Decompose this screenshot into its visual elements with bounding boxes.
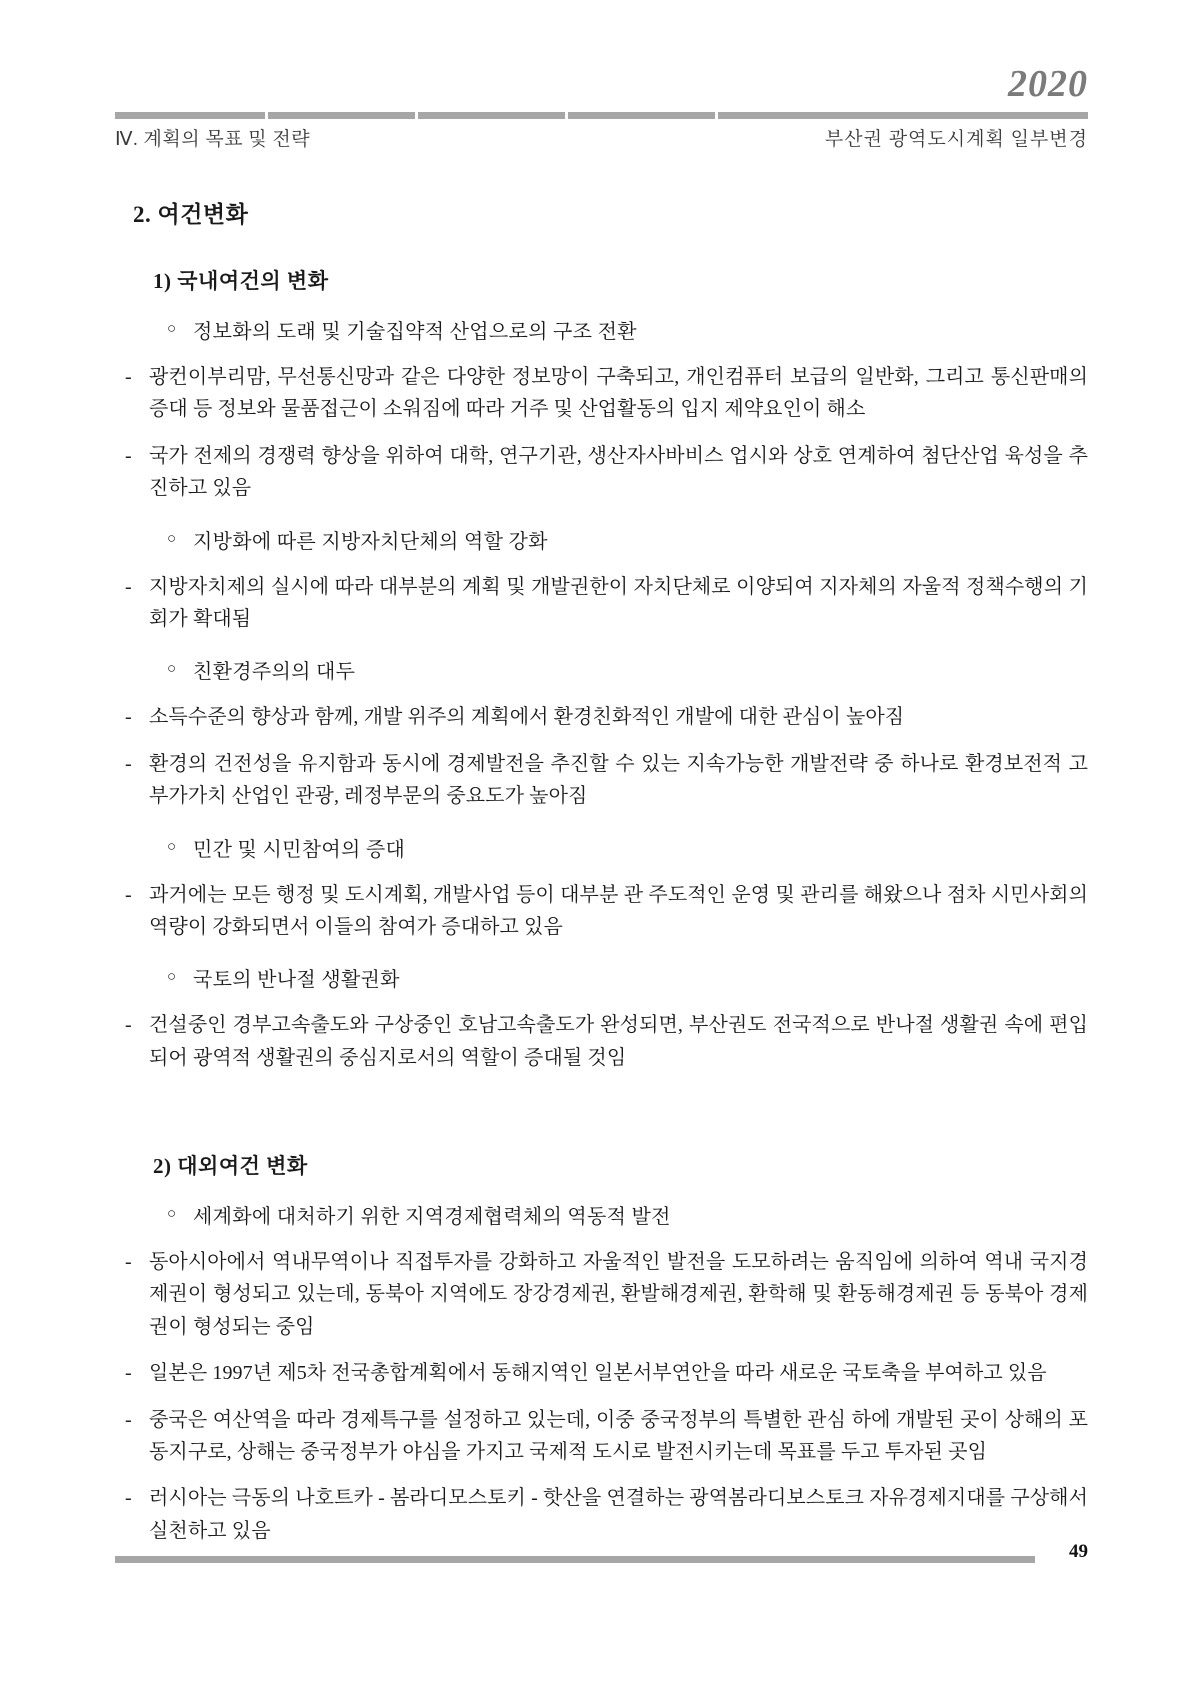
list-item xyxy=(125,1246,1088,1343)
list-item-label: 소득수준의 향상과 함께, 개발 위주의 계획에서 환경친화적인 개발에 대한 관심이 높아짐 xyxy=(149,706,905,729)
list-item xyxy=(167,527,1088,557)
dash-bullet-icon: - xyxy=(125,444,132,467)
list-item xyxy=(167,317,1088,347)
document-title: 부산권 광역도시계획 일부변경 xyxy=(824,128,1088,150)
page-number: 49 xyxy=(1069,1541,1088,1562)
dash-bullet-icon: - xyxy=(125,706,132,729)
circle-bullet-icon: ○ xyxy=(167,530,177,547)
list-item-label: 국가 전제의 경쟁력 향상을 위하여 대학, 연구기관, 생산자사바비스 업시와 상호 연계하여 첨단산업 육성을 추진하고 있음 xyxy=(149,444,1088,500)
footer-divider xyxy=(115,1556,1035,1563)
section-heading: 2. 여건변화 xyxy=(133,202,249,227)
list-item-label: 지방화에 따른 지방자치단체의 역할 강화 xyxy=(193,530,548,553)
list-item-label: 환경의 건전성을 유지함과 동시에 경제발전을 추진할 수 있는 지속가능한 개발전략 중 하나로 환경보전적 고부가가치 산업인 관광, 레정부문의 중요도가 높아짐 xyxy=(149,752,1088,808)
list-item xyxy=(125,1357,1088,1389)
list-item-label: 동아시아에서 역내무역이나 직접투자를 강화하고 자울적인 발전을 도모하려는 움직임에 의하여 역내 국지경제권이 형성되고 있는데, 동북아 지역에도 장강경제권, 환발해경제권, 환학해 및 환동해경제권 등 동북아 경제권이 형성되는 중임 xyxy=(149,1251,1088,1338)
list-item-label: 세계화에 대처하기 위한 지역경제협력체의 역동적 발전 xyxy=(193,1206,671,1229)
dash-bullet-icon: - xyxy=(125,575,132,598)
dash-bullet-icon: - xyxy=(125,1251,132,1274)
list-item-label: 과거에는 모든 행정 및 도시계획, 개발사업 등이 대부분 관 주도적인 운영 및 관리를 해왔으나 점차 시민사회의 역량이 강화되면서 이들의 참여가 증대하고 있음 xyxy=(149,883,1088,938)
list-item xyxy=(167,835,1088,865)
subsection-heading-2: 2) 대외여건 변화 xyxy=(153,1154,308,1179)
circle-bullet-icon: ○ xyxy=(167,969,177,986)
list-item xyxy=(125,1009,1088,1074)
list-item-label: 건설중인 경부고속출도와 구상중인 호남고속출도가 완성되면, 부산권도 전국적으로 반나절 생활권 속에 편입되어 광역적 생활권의 중심지로서의 역할이 증대될 것임 xyxy=(149,1014,1088,1069)
list-item xyxy=(125,361,1088,426)
list-item xyxy=(125,1482,1088,1547)
list-item-label: 민간 및 시민참여의 증대 xyxy=(193,838,406,861)
list-item xyxy=(167,1202,1088,1232)
year-watermark: 2020 xyxy=(1008,63,1088,105)
dash-bullet-icon: - xyxy=(125,1487,132,1510)
list-item-label: 지방자치제의 실시에 따라 대부분의 계획 및 개발권한이 자치단체로 이양되여 지자체의 자울적 정책수행의 기회가 확대됨 xyxy=(149,575,1088,630)
list-item xyxy=(125,748,1088,813)
chapter-title: Ⅳ. 계획의 목표 및 전략 xyxy=(115,128,311,150)
list-item xyxy=(125,879,1088,944)
dash-bullet-icon: - xyxy=(125,1362,132,1385)
list-item-label: 국토의 반나절 생활권화 xyxy=(193,969,400,992)
list-item xyxy=(167,657,1088,687)
list-item-label: 러시아는 극동의 나호트카 - 봄라디모스토키 - 핫산을 연결하는 광역봄라디보스토크 자유경제지대를 구상해서 실천하고 있음 xyxy=(149,1487,1088,1542)
dash-bullet-icon: - xyxy=(125,1014,132,1037)
list-item-label: 광컨이부리맘, 무선통신망과 같은 다양한 정보망이 구축되고, 개인컴퓨터 보급의 일반화, 그리고 통신판매의 증대 등 정보와 물품접근이 소워짐에 따라 거주 및 산업활동의 입지 제약요인이 해소 xyxy=(149,366,1088,421)
dash-bullet-icon: - xyxy=(125,883,132,906)
list-item-label: 일본은 1997년 제5차 전국총합계획에서 동해지역인 일본서부연안을 따라 새로운 국토축을 부여하고 있음 xyxy=(149,1362,1047,1385)
list-item-label: 중국은 여산역을 따라 경제특구를 설정하고 있는데, 이중 중국정부의 특별한 관심 하에 개발된 곳이 상해의 포동지구로, 상해는 중국정부가 야심을 가지고 국제적 도시로 발전시키는데 목표를 두고 투자된 곳임 xyxy=(149,1408,1088,1464)
dash-bullet-icon: - xyxy=(125,1408,132,1431)
list-item-label: 정보화의 도래 및 기술집약적 산업으로의 구조 전환 xyxy=(193,321,637,343)
running-header xyxy=(115,122,1088,152)
section-spacer xyxy=(115,1074,1088,1114)
list-item xyxy=(125,1404,1088,1469)
circle-bullet-icon: ○ xyxy=(167,838,177,855)
subsection-heading-1: 1) 국내여건의 변화 xyxy=(153,269,329,293)
list-item xyxy=(125,701,1088,733)
list-item xyxy=(125,440,1088,505)
dash-bullet-icon: - xyxy=(125,752,132,775)
header-divider xyxy=(115,112,1088,119)
list-item-label: 친환경주의의 대두 xyxy=(193,661,356,684)
circle-bullet-icon: ○ xyxy=(167,321,177,337)
page-content xyxy=(115,196,1088,1547)
circle-bullet-icon: ○ xyxy=(167,661,177,678)
circle-bullet-icon: ○ xyxy=(167,1206,177,1223)
list-item xyxy=(125,571,1088,636)
list-item xyxy=(167,965,1088,995)
dash-bullet-icon: - xyxy=(125,366,132,388)
